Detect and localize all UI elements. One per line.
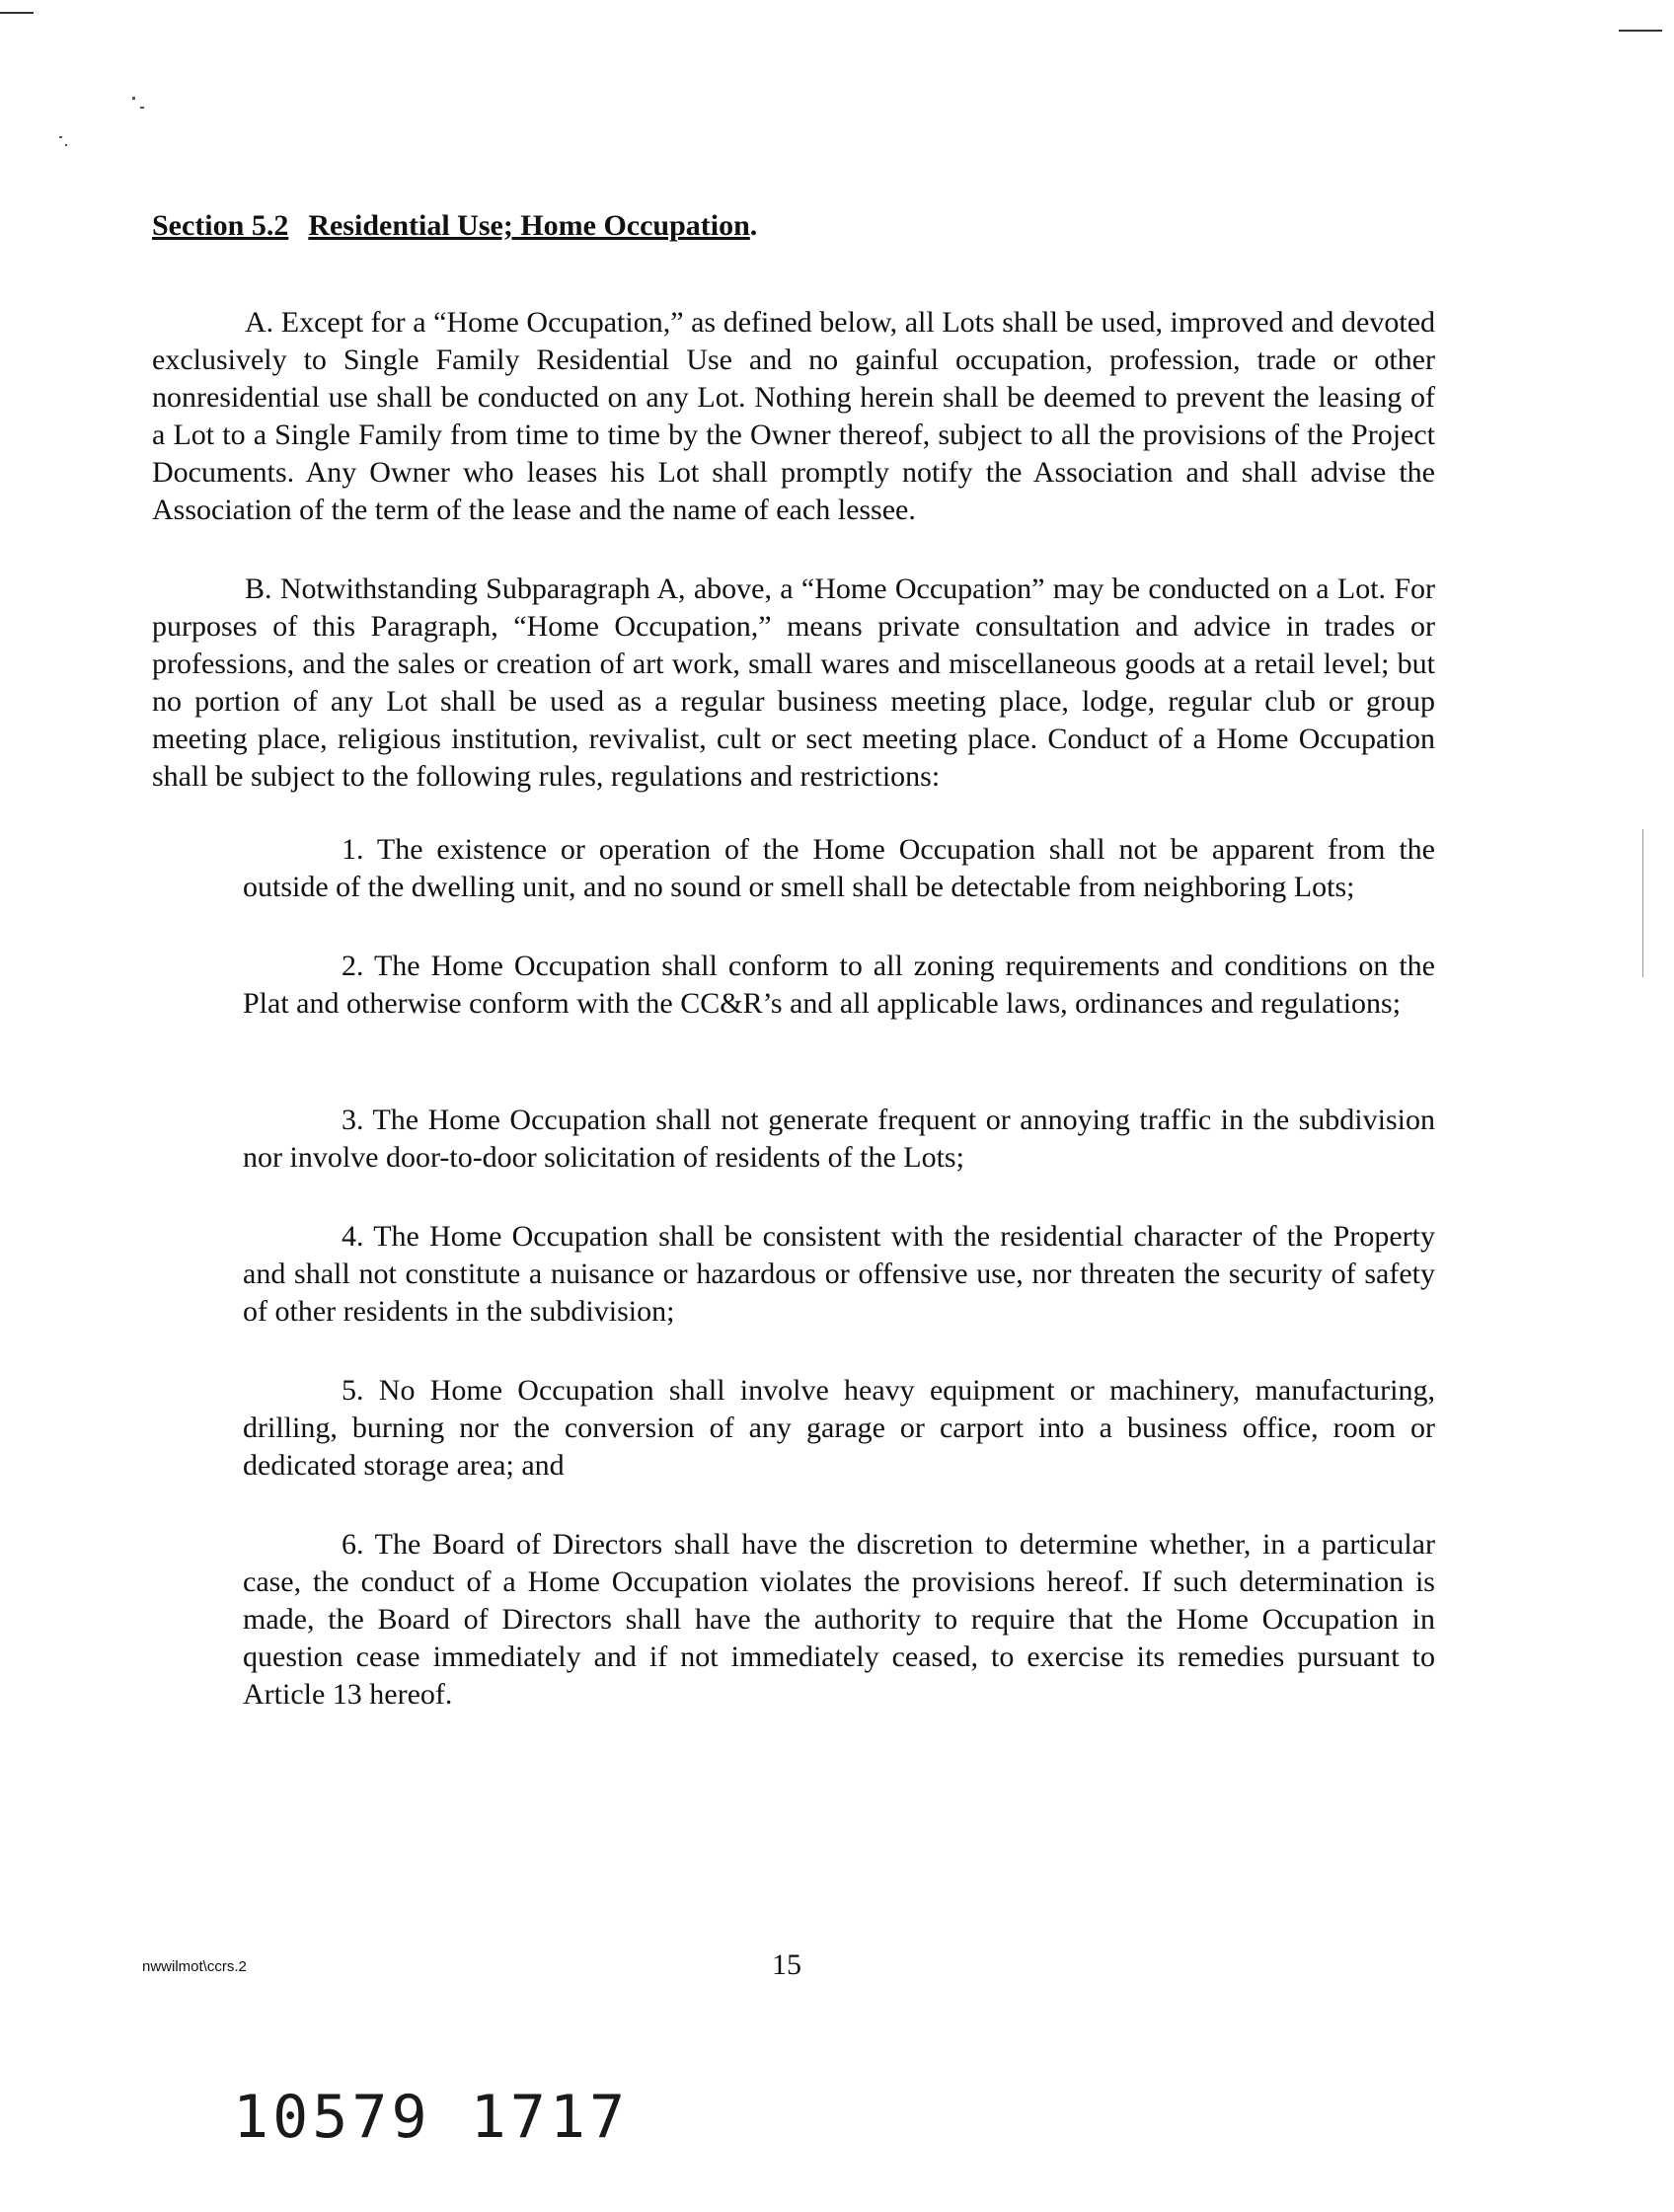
list-item-text: The existence or operation of the Home Occupation shall not be apparent from the outside of the dwelling unit, and no sound or smell shall be detectable from neighboring Lots; (243, 833, 1435, 903)
paragraph-b-text: Notwithstanding Subparagraph A, above, a “Home Occupation” may be conducted on a Lot. For purposes of this Paragraph, “Home Occupation,” means private consultation and advice in trades or professions, and the sales or creation of art work, small wares and miscellaneous goods at a retail level; but no portion of any Lot shall be used as a regular business meeting place, lodge, regular club or group meeting place, religious institution, revivalist, cult or sect meeting place. Conduct of a Home Occupation shall be subject to the following rules, regulations and restrictions: (152, 572, 1436, 793)
recording-page-number: 1717 (470, 2083, 630, 2152)
list-item-text: The Board of Directors shall have the discretion to determine whether, in a particular case, the conduct of a Home Occupation violates the provisions hereof. If such determination is made, the Board of Directors shall have the authority to require that the Home Occupation in question cease immediately and if not immediately ceased, to exercise its remedies pursuant to Article 13 hereof. (243, 1528, 1435, 1711)
list-item-label: 1. (342, 833, 364, 866)
scan-speck (65, 144, 67, 146)
list-item (243, 948, 1435, 1023)
section-period: . (749, 209, 758, 242)
list-item (243, 1102, 1435, 1177)
paragraph-b-label: B. (245, 572, 272, 605)
section-heading (152, 209, 757, 243)
list-item-text: The Home Occupation shall not generate frequent or annoying traffic in the subdivision nor involve door-to-door solicitation of residents of the Lots; (243, 1104, 1435, 1174)
paragraph-b (152, 571, 1435, 796)
scan-edge-mark-right (1619, 30, 1662, 32)
footer-file-code: nwwilmot\ccrs.2 (142, 1958, 247, 1975)
list-item-text: The Home Occupation shall be consistent with the residential character of the Property and shall not constitute a nuisance or hazardous or offensive use, nor threaten the security of safety of other residents in the subdivision; (243, 1220, 1435, 1328)
paragraph-a-text: Except for a “Home Occupation,” as defined below, all Lots shall be used, improved and devoted exclusively to Single Family Residential Use and no gainful occupation, profession, trade or other nonresidential use shall be conducted on any Lot. Nothing herein shall be deemed to prevent the leasing of a Lot to a Single Family from time to time by the Owner thereof, subject to all the provisions of the Project Documents. Any Owner who leases his Lot shall promptly notify the Association and shall advise the Association of the term of the lease and the name of each lessee. (152, 306, 1436, 526)
list-item-text: The Home Occupation shall conform to all zoning requirements and conditions on the Plat and otherwise conform with the CC&R’s and all applicable laws, ordinances and regulations; (243, 950, 1435, 1020)
list-item-label: 6. (342, 1528, 364, 1561)
list-item-label: 2. (342, 950, 364, 982)
list-item (243, 1526, 1435, 1714)
page-number: 15 (772, 1948, 801, 1981)
scan-margin-line (1642, 829, 1643, 977)
list-item-label: 4. (342, 1220, 364, 1253)
recording-stamp (233, 2083, 629, 2152)
list-item-label: 5. (342, 1374, 364, 1407)
scan-speck (140, 107, 144, 109)
scan-speck (132, 97, 135, 100)
list-item (243, 1372, 1435, 1485)
list-item (243, 1218, 1435, 1331)
section-number: Section 5.2 (152, 209, 289, 242)
list-item-text: No Home Occupation shall involve heavy equipment or machinery, manufacturing, drilling, burning nor the conversion of any garage or carport into a business office, room or dedicated storage area; and (243, 1374, 1435, 1482)
list-item-label: 3. (342, 1104, 364, 1136)
scan-speck (59, 136, 62, 138)
paragraph-a (152, 304, 1435, 529)
list-item (243, 831, 1435, 906)
recording-book-number: 10579 (233, 2083, 431, 2152)
section-title: Residential Use; Home Occupation (308, 209, 750, 242)
scan-edge-mark-left (0, 12, 34, 14)
paragraph-a-label: A. (245, 306, 274, 339)
